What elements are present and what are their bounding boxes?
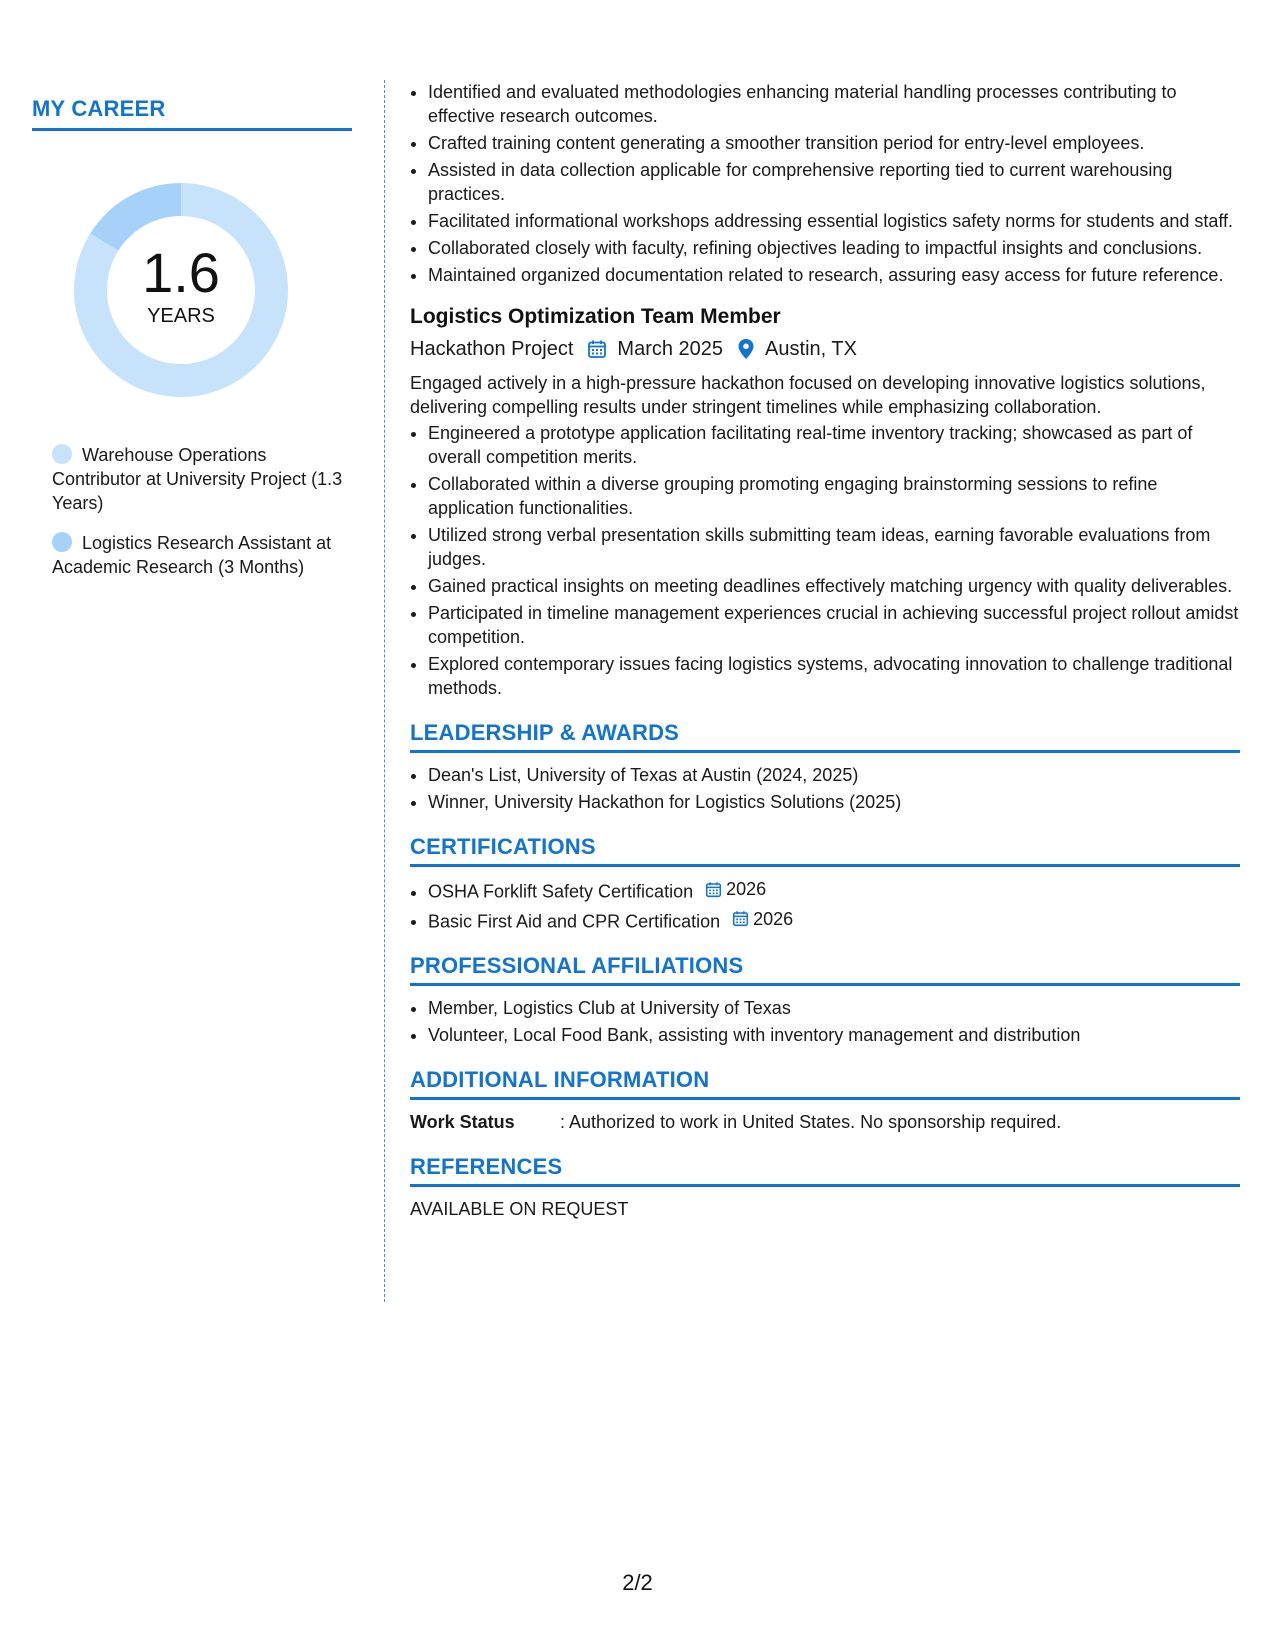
job-summary: Engaged actively in a high-pressure hackathon focused on developing innovative logistics solutions, delivering compelling results under stringent timelines while emphasizing collaboration.	[410, 373, 1206, 417]
list-item: • Volunteer, Local Food Bank, assisting with inventory management and distribution	[428, 1023, 1240, 1047]
list-item: • Dean's List, University of Texas at Austin (2024, 2025)	[428, 763, 1240, 787]
map-pin-icon	[737, 338, 755, 360]
list-item: • Winner, University Hackathon for Logistics Solutions (2025)	[428, 790, 1240, 814]
legend-label: Logistics Research Assistant at Academic Research (3 Months)	[52, 533, 332, 577]
career-title: MY CAREER	[32, 96, 352, 131]
career-total-value: 1.6	[142, 240, 220, 304]
legend-label: Warehouse Operations Contributor at University Project (1.3 Years)	[52, 445, 343, 513]
work-status-row	[410, 1110, 1240, 1134]
cert-date	[732, 907, 793, 931]
previous-job-bullets	[410, 80, 1240, 287]
section-title-references: REFERENCES	[410, 1154, 1240, 1187]
list-item	[428, 877, 1240, 904]
section-title-affiliations: PROFESSIONAL AFFILIATIONS	[410, 953, 1240, 986]
main-content	[410, 80, 1240, 1221]
list-item: • Member, Logistics Club at University of Texas	[428, 996, 1240, 1020]
page-number: 2/2	[622, 1570, 653, 1595]
job-meta	[410, 335, 1240, 363]
cert-name: Basic First Aid and CPR Certification	[428, 911, 721, 931]
career-sidebar	[32, 96, 352, 595]
calendar-icon	[732, 910, 749, 927]
career-total-unit: YEARS	[147, 304, 215, 327]
affiliations-list	[410, 996, 1240, 1047]
job-org: Hackathon Project	[410, 338, 574, 360]
work-status-value: : Authorized to work in United States. No sponsorship required.	[560, 1112, 1062, 1132]
job-location: Austin, TX	[765, 338, 857, 360]
legend-dot-icon	[52, 444, 72, 464]
list-item: • Assisted in data collection applicable for comprehensive reporting tied to current warehousing practices.	[428, 158, 1240, 206]
career-legend	[32, 443, 352, 579]
list-item: • Gained practical insights on meeting deadlines effectively matching urgency with quality deliverables.	[428, 574, 1240, 598]
calendar-icon	[587, 339, 607, 359]
calendar-icon	[705, 881, 722, 898]
list-item: • Participated in timeline management experiences crucial in achieving successful project rollout amidst competition.	[428, 601, 1240, 649]
legend-dot-icon	[52, 532, 72, 552]
leadership-list	[410, 763, 1240, 814]
legend-item	[52, 443, 352, 515]
job-bullets	[410, 421, 1240, 700]
job-date: March 2025	[617, 338, 724, 360]
section-title-additional: ADDITIONAL INFORMATION	[410, 1067, 1240, 1100]
list-item: • Engineered a prototype application facilitating real-time inventory tracking; showcased as part of overall competition merits.	[428, 421, 1240, 469]
cert-date	[705, 877, 766, 901]
donut-center	[66, 175, 296, 405]
job-title: Logistics Optimization Team Member	[410, 305, 781, 328]
list-item: • Utilized strong verbal presentation skills submitting team ideas, earning favorable evaluations from judges.	[428, 523, 1240, 571]
references-text: AVAILABLE ON REQUEST	[410, 1199, 629, 1219]
cert-year: 2026	[726, 879, 767, 899]
list-item	[428, 907, 1240, 934]
legend-item	[52, 531, 352, 579]
cert-year: 2026	[753, 908, 794, 929]
section-title-leadership: LEADERSHIP & AWARDS	[410, 720, 1240, 753]
list-item: • Crafted training content generating a smoother transition period for entry-level employees.	[428, 131, 1240, 155]
column-divider	[384, 80, 385, 1302]
list-item: • Collaborated within a diverse grouping promoting engaging brainstorming sessions to refine application functionalities.	[428, 472, 1240, 520]
certifications-list	[410, 877, 1240, 933]
section-title-certifications: CERTIFICATIONS	[410, 834, 1240, 867]
list-item: • Explored contemporary issues facing logistics systems, advocating innovation to challenge traditional methods.	[428, 652, 1240, 700]
career-donut-chart	[66, 175, 296, 405]
list-item: • Identified and evaluated methodologies enhancing material handling processes contributing to effective research outcomes.	[428, 80, 1240, 128]
list-item: • Collaborated closely with faculty, refining objectives leading to impactful insights and conclusions.	[428, 236, 1240, 260]
list-item: • Maintained organized documentation related to research, assuring easy access for future reference.	[428, 263, 1240, 287]
cert-name: OSHA Forklift Safety Certification	[428, 881, 694, 902]
work-status-key: Work Status	[410, 1112, 515, 1132]
list-item: • Facilitated informational workshops addressing essential logistics safety norms for students and staff.	[428, 209, 1240, 233]
